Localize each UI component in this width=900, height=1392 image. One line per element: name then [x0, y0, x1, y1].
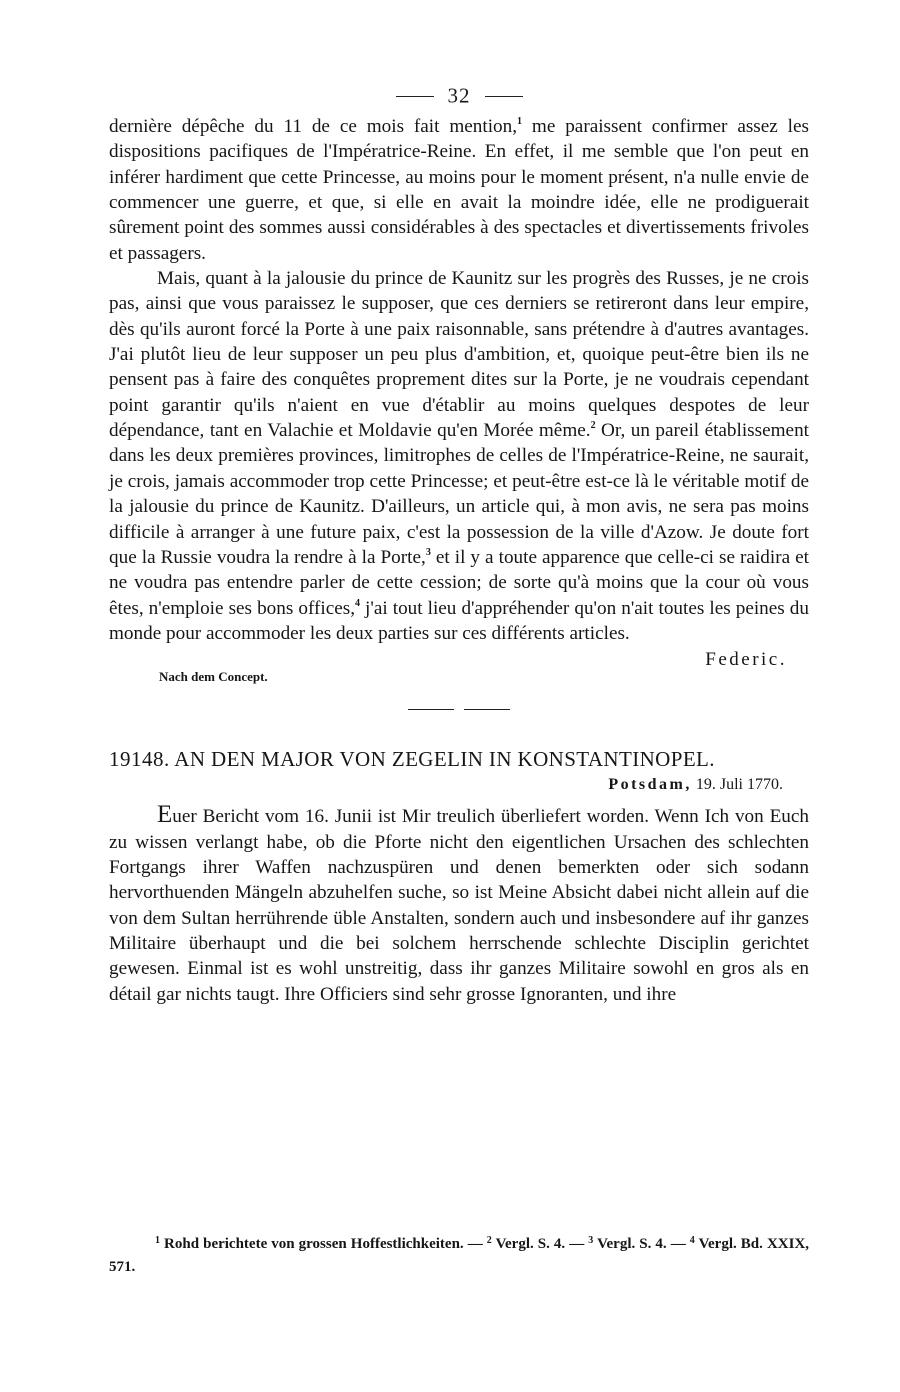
- document-heading: [109, 747, 809, 772]
- footnote-ref-2: 2: [590, 420, 596, 432]
- paragraph-text: Mais, quant à la jalousie du prince de Kaunitz sur les progrès des Russes, je ne crois pas, ainsi que vous paraissez le supposer, que ces derniers se retireront dans leur empire, dès qu'ils auront forcé la Porte à une paix raisonnable, sans prétendre à d'autres avantages. J'ai plutôt lieu de leur supposer un peu plus d'ambition, et, quoique peut-être bien ils ne pensent pas à faire des conquêtes proprement dites sur la Porte, je ne voudrais cependant point garantir qu'ils n'aient en vue d'établir au moins quelques despotes de leur dépendance, tant en Valachie et Moldavie qu'en Morée même.: [109, 268, 809, 442]
- paragraph-3: [109, 802, 809, 1007]
- paragraph-1: [109, 114, 809, 266]
- section-separator: [109, 697, 809, 709]
- document-body: [109, 802, 809, 1007]
- paragraph-text: me paraissent confirmer assez les dispositions pacifiques de l'Impératrice-Reine. En effet, il me semble que l'on peut en inférer hardiment que cette Princesse, au moins pour le moment présent, n'a nulle envie de commencer une guerre, et que, si elle en avait la moindre idée, elle ne prodiguerait sûrement point des sommes aussi considérables à des spectacles et divertissements frivoles et passagers.: [109, 116, 809, 264]
- footnote-ref-1: 1: [517, 116, 523, 127]
- paragraph-text: j'ai tout lieu d'appréhender qu'on n'ait toutes les peines du monde pour accommoder les deux parties sur ces différents articles.: [109, 597, 809, 644]
- footnote-2: Vergl. S. 4. —: [495, 1236, 585, 1252]
- dateline: [109, 774, 783, 796]
- signature: Federic.: [705, 649, 787, 671]
- footnote-ref-4: 4: [355, 597, 361, 609]
- dateline-date: 19. Juli 1770.: [695, 776, 783, 794]
- footnote-mark-2: 2: [486, 1235, 492, 1246]
- header-rule-right: [485, 96, 523, 97]
- footnote-mark-3: 3: [588, 1235, 594, 1246]
- book-page: [109, 82, 809, 1007]
- footnote-4: Vergl. Bd. XXIX, 571.: [109, 1236, 810, 1275]
- paragraph-text: et il y a toute apparence que celle-ci se raidira et ne voudra pas entendre parler de cette cession; de sorte qu'à moins que la cour où vous êtes, n'emploie ses bons offices,: [109, 546, 809, 619]
- source-note: Nach dem Concept.: [159, 669, 268, 685]
- signature-row: [109, 646, 809, 671]
- separator-rule: [408, 709, 454, 710]
- paragraph-2: [109, 266, 809, 646]
- page-header: [109, 82, 809, 114]
- footnote-mark-4: 4: [689, 1235, 695, 1246]
- initial-letter: E: [157, 801, 173, 829]
- paragraph-text: uer Bericht vom 16. Junii ist Mir treulich überliefert worden. Wenn Ich von Euch zu wissen verlangt habe, ob die Pforte nicht den eigentlichen Ursachen des schlechten Fortgangs ihrer Waffen nachzuspüren und denen bemerkten oder sich sodann hervorthuenden Mängeln abzuhelfen suche, so ist Meine Absicht dabei nicht allein auf die von dem Sultan herrührende üble Anstalten, sondern auch und insbesondere auf ihr ganzes Militaire überhaupt und die bei solchem herrschende schlechte Disciplin gerichtet gewesen. Einmal ist es wohl unstreitig, dass ihr ganzes Militaire sowohl en gros als en détail gar nichts taugt. Ihre Officiers sind sehr grosse Ignoranten, und ihre: [109, 806, 809, 1005]
- paragraph-text: Or, un pareil établissement dans les deux premières provinces, limitrophes de celles de l'Impératrice-Reine, ne saurait, je crois, jamais accommoder trop cette Princesse; et peut-être est-ce là le véritable motif de la jalousie du prince de Kaunitz. D'ailleurs, un article qui, à mon avis, ne sera pas moins difficile à arranger à une future paix, c'est la possession de la ville d'Azow. Je doute fort que la Russie voudra la rendre à la Porte,: [109, 420, 810, 568]
- footnote-ref-3: 3: [425, 546, 431, 558]
- footnotes: [109, 1233, 809, 1279]
- paragraph-text: dernière dépêche du 11 de ce mois fait mention,: [109, 116, 518, 137]
- letter-body: [109, 114, 809, 671]
- header-rule-left: [396, 96, 434, 97]
- document-title: AN DEN MAJOR VON ZEGELIN IN KONSTANTINOPEL.: [174, 747, 715, 772]
- footnote-mark-1: 1: [155, 1235, 160, 1246]
- document-number: 19148.: [109, 747, 170, 772]
- separator-rule: [464, 709, 510, 710]
- footnote-3: Vergl. S. 4. —: [597, 1236, 686, 1252]
- page-number: 32: [447, 83, 471, 108]
- footnote-line: [109, 1233, 809, 1279]
- footnote-1: Rohd berichtete von grossen Hoffestlichkeiten. —: [164, 1236, 483, 1252]
- dateline-place: Potsdam,: [608, 776, 692, 794]
